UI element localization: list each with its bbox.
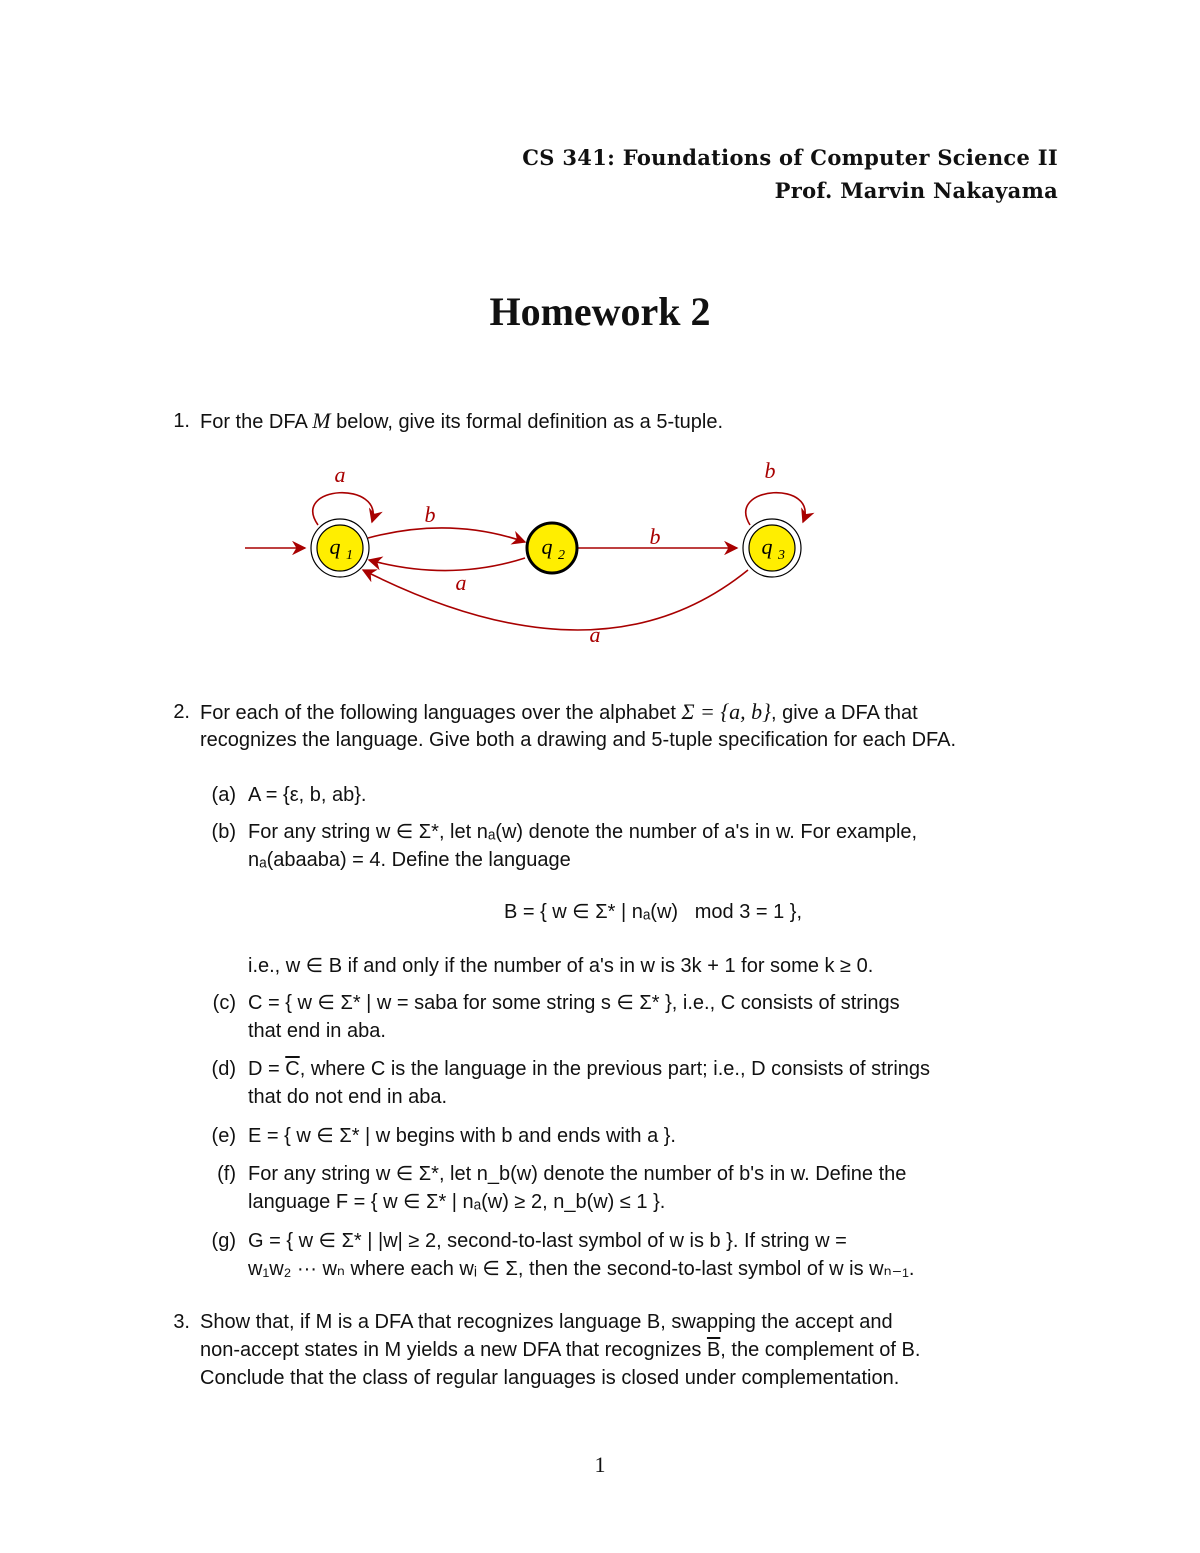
part-c-line2: that end in aba. [248, 1020, 386, 1042]
problem-2-number: 2. [173, 701, 190, 723]
part-e-text: E = { w ∈ Σ* | w begins with b and ends with a }. [248, 1125, 676, 1147]
label-q3-q1: a [589, 622, 601, 647]
state-q3-sub: 3 [778, 548, 785, 563]
part-e-label: (e) [211, 1125, 236, 1147]
state-q1-label: q [329, 534, 341, 559]
part-c-line1: C = { w ∈ Σ* | w = saba for some string s ∈ Σ* }, i.e., C consists of strings [248, 992, 900, 1014]
problem-1-text-before: For the DFA [200, 411, 307, 433]
part-d-line2: that do not end in aba. [248, 1086, 448, 1108]
part-c-label: (c) [212, 992, 236, 1014]
instructor-name: Prof. Marvin Nakayama [774, 178, 1058, 203]
part-d-label: (d) [211, 1058, 236, 1080]
problem-3-line2-post: , the complement of B. [720, 1339, 921, 1361]
state-q1 [311, 519, 369, 577]
state-q3-label: q [761, 534, 773, 559]
part-b-line1: For any string w ∈ Σ*, let nₐ(w) denote the number of a's in w. For example, [248, 821, 918, 843]
course-title: CS 341: Foundations of Computer Science II [522, 145, 1058, 170]
part-a-text: A = {ε, b, ab}. [248, 784, 367, 806]
problem-2-intro-line1 [200, 698, 1058, 727]
part-g-label: (g) [211, 1230, 236, 1252]
label-q3-q3: b [764, 458, 776, 483]
problem-2-alphabet: Σ = {a, b} [681, 699, 771, 724]
page-title: Homework 2 [489, 289, 711, 334]
part-f-line1: For any string w ∈ Σ*, let n_b(w) denote the number of b's in w. Define the [248, 1163, 907, 1185]
problem-2-intro-b: , give a DFA that [770, 702, 918, 724]
part-g-line1: G = { w ∈ Σ* | |w| ≥ 2, second-to-last symbol of w is b }. If string w = [248, 1230, 847, 1252]
problem-3-complement: $\overline{B}$ [706, 1339, 721, 1361]
part-d-rest: , where C is the language in the previous part; i.e., D consists of strings [299, 1058, 931, 1080]
part-f-line2: language F = { w ∈ Σ* | nₐ(w) ≥ 2, n_b(w) ≤ 1 }. [248, 1191, 666, 1213]
problem-3-line3: Conclude that the class of regular languages is closed under complementation. [200, 1367, 900, 1389]
problem-1-machine: M [312, 408, 331, 433]
part-b-display: B = { w ∈ Σ* | nₐ(w) mod 3 = 1 }, [503, 901, 803, 923]
state-q2 [527, 523, 577, 573]
problem-1-number: 1. [173, 410, 190, 432]
state-q1-sub: 1 [346, 548, 353, 563]
part-a-label: (a) [211, 784, 236, 806]
state-q2-sub: 2 [558, 548, 565, 563]
problem-1-text-after: below, give its formal definition as a 5-tuple. [336, 411, 724, 433]
transition-q1-q2 [368, 528, 525, 542]
label-q1-q2: b [424, 502, 436, 527]
problem-3-number: 3. [173, 1311, 190, 1333]
part-b-line3: i.e., w ∈ B if and only if the number of a's in w is 3k + 1 for some k ≥ 0. [248, 955, 874, 977]
part-d-pre: D = [248, 1058, 286, 1080]
page-number: 1 [594, 1452, 606, 1477]
problem-3-line2-pre: non-accept states in M yields a new DFA that recognizes [200, 1339, 707, 1361]
problem-3-line2 [200, 1336, 920, 1364]
part-d-line1 [248, 1055, 930, 1083]
transition-q2-q1 [369, 558, 525, 571]
problem-2-intro-a: For each of the following languages over the alphabet [200, 702, 676, 724]
state-q2-label: q [541, 534, 553, 559]
transition-q3-q1 [363, 570, 748, 630]
state-q3 [743, 519, 801, 577]
problem-3-line1: Show that, if M is a DFA that recognizes language B, swapping the accept and [200, 1311, 893, 1333]
problem-2-intro-line2: recognizes the language. Give both a drawing and 5-tuple specification for each DFA. [200, 729, 957, 751]
label-q1-q1: a [334, 462, 346, 487]
dfa-diagram [0, 450, 1200, 670]
part-g-line2: w₁w₂ ··· wₙ where each wᵢ ∈ Σ, then the second-to-last symbol of w is wₙ₋₁. [248, 1258, 915, 1280]
label-q2-q1: a [455, 570, 467, 595]
label-q2-q3: b [649, 524, 661, 549]
part-b-label: (b) [211, 821, 236, 843]
part-f-label: (f) [217, 1163, 236, 1185]
part-d-complement: $\overline{C}$ [285, 1058, 300, 1080]
part-b-line2: nₐ(abaaba) = 4. Define the language [248, 849, 571, 871]
